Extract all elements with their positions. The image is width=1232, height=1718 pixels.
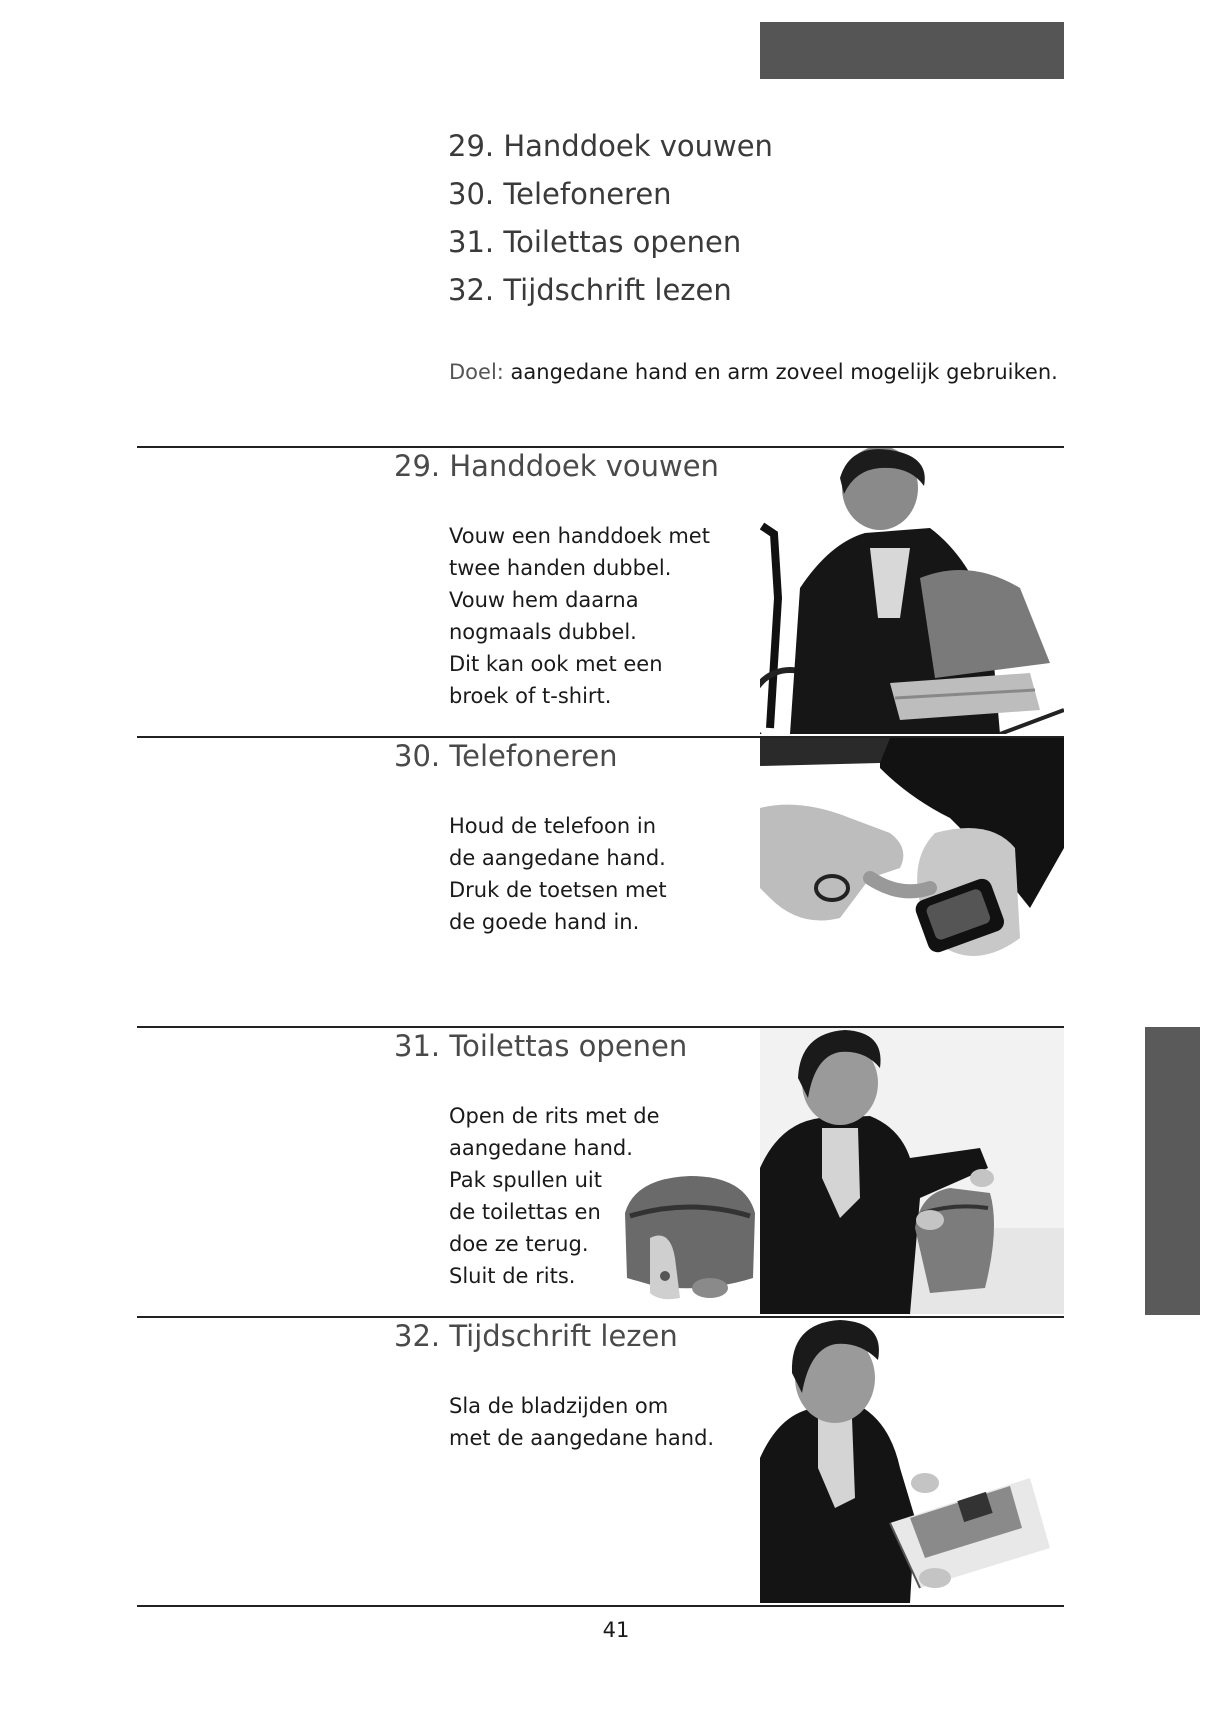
photo-phone-call [760,738,1064,1006]
photo-reading-magazine [760,1318,1064,1603]
goal-text: aangedane hand en arm zoveel mogelijk gebruiken. [503,360,1058,384]
exercise-title: 32. Tijdschrift lezen [394,1319,678,1353]
instruction-line: twee handen dubbel. [449,556,672,580]
exercise-title: 29. Handdoek vouwen [394,449,719,483]
goal-statement [449,360,1058,384]
instruction-line: met de aangedane hand. [449,1426,715,1450]
instruction-line: de aangedane hand. [449,846,666,870]
instruction-line: doe ze terug. [449,1232,589,1256]
exercise-instructions [449,1390,714,1454]
exercise-instructions [449,520,710,712]
exercise-list-item: 32. Tijdschrift lezen [448,273,732,307]
section-tab [1145,1027,1200,1315]
instruction-line: Houd de telefoon in [449,814,657,838]
instruction-line: broek of t-shirt. [449,684,612,708]
instruction-line: Sluit de rits. [449,1264,576,1288]
exercise-list-item: 31. Toilettas openen [448,225,742,259]
page-number: 41 [602,1618,630,1642]
exercise-list-item: 29. Handdoek vouwen [448,129,773,163]
instruction-line: de toilettas en [449,1200,601,1224]
goal-label: Doel: [449,360,504,384]
exercise-title: 30. Telefoneren [394,739,618,773]
header-tab [760,22,1064,79]
photo-folding-towel [760,448,1064,734]
photo-toiletry-bag [615,1168,760,1306]
exercise-list [448,122,773,314]
instruction-line: nogmaals dubbel. [449,620,637,644]
exercise-list-item: 30. Telefoneren [448,177,672,211]
instruction-line: Open de rits met de [449,1104,660,1128]
exercise-title: 31. Toilettas openen [394,1029,688,1063]
exercise-instructions [449,810,667,938]
instruction-line: Pak spullen uit [449,1168,602,1192]
instruction-line: Vouw een handdoek met [449,524,710,548]
instruction-line: Druk de toetsen met [449,878,667,902]
instruction-line: Dit kan ook met een [449,652,663,676]
instruction-line: Vouw hem daarna [449,588,639,612]
photo-opening-bag [760,1028,1064,1314]
divider [137,1605,1064,1607]
instruction-line: aangedane hand. [449,1136,633,1160]
instruction-line: de goede hand in. [449,910,640,934]
instruction-line: Sla de bladzijden om [449,1394,669,1418]
